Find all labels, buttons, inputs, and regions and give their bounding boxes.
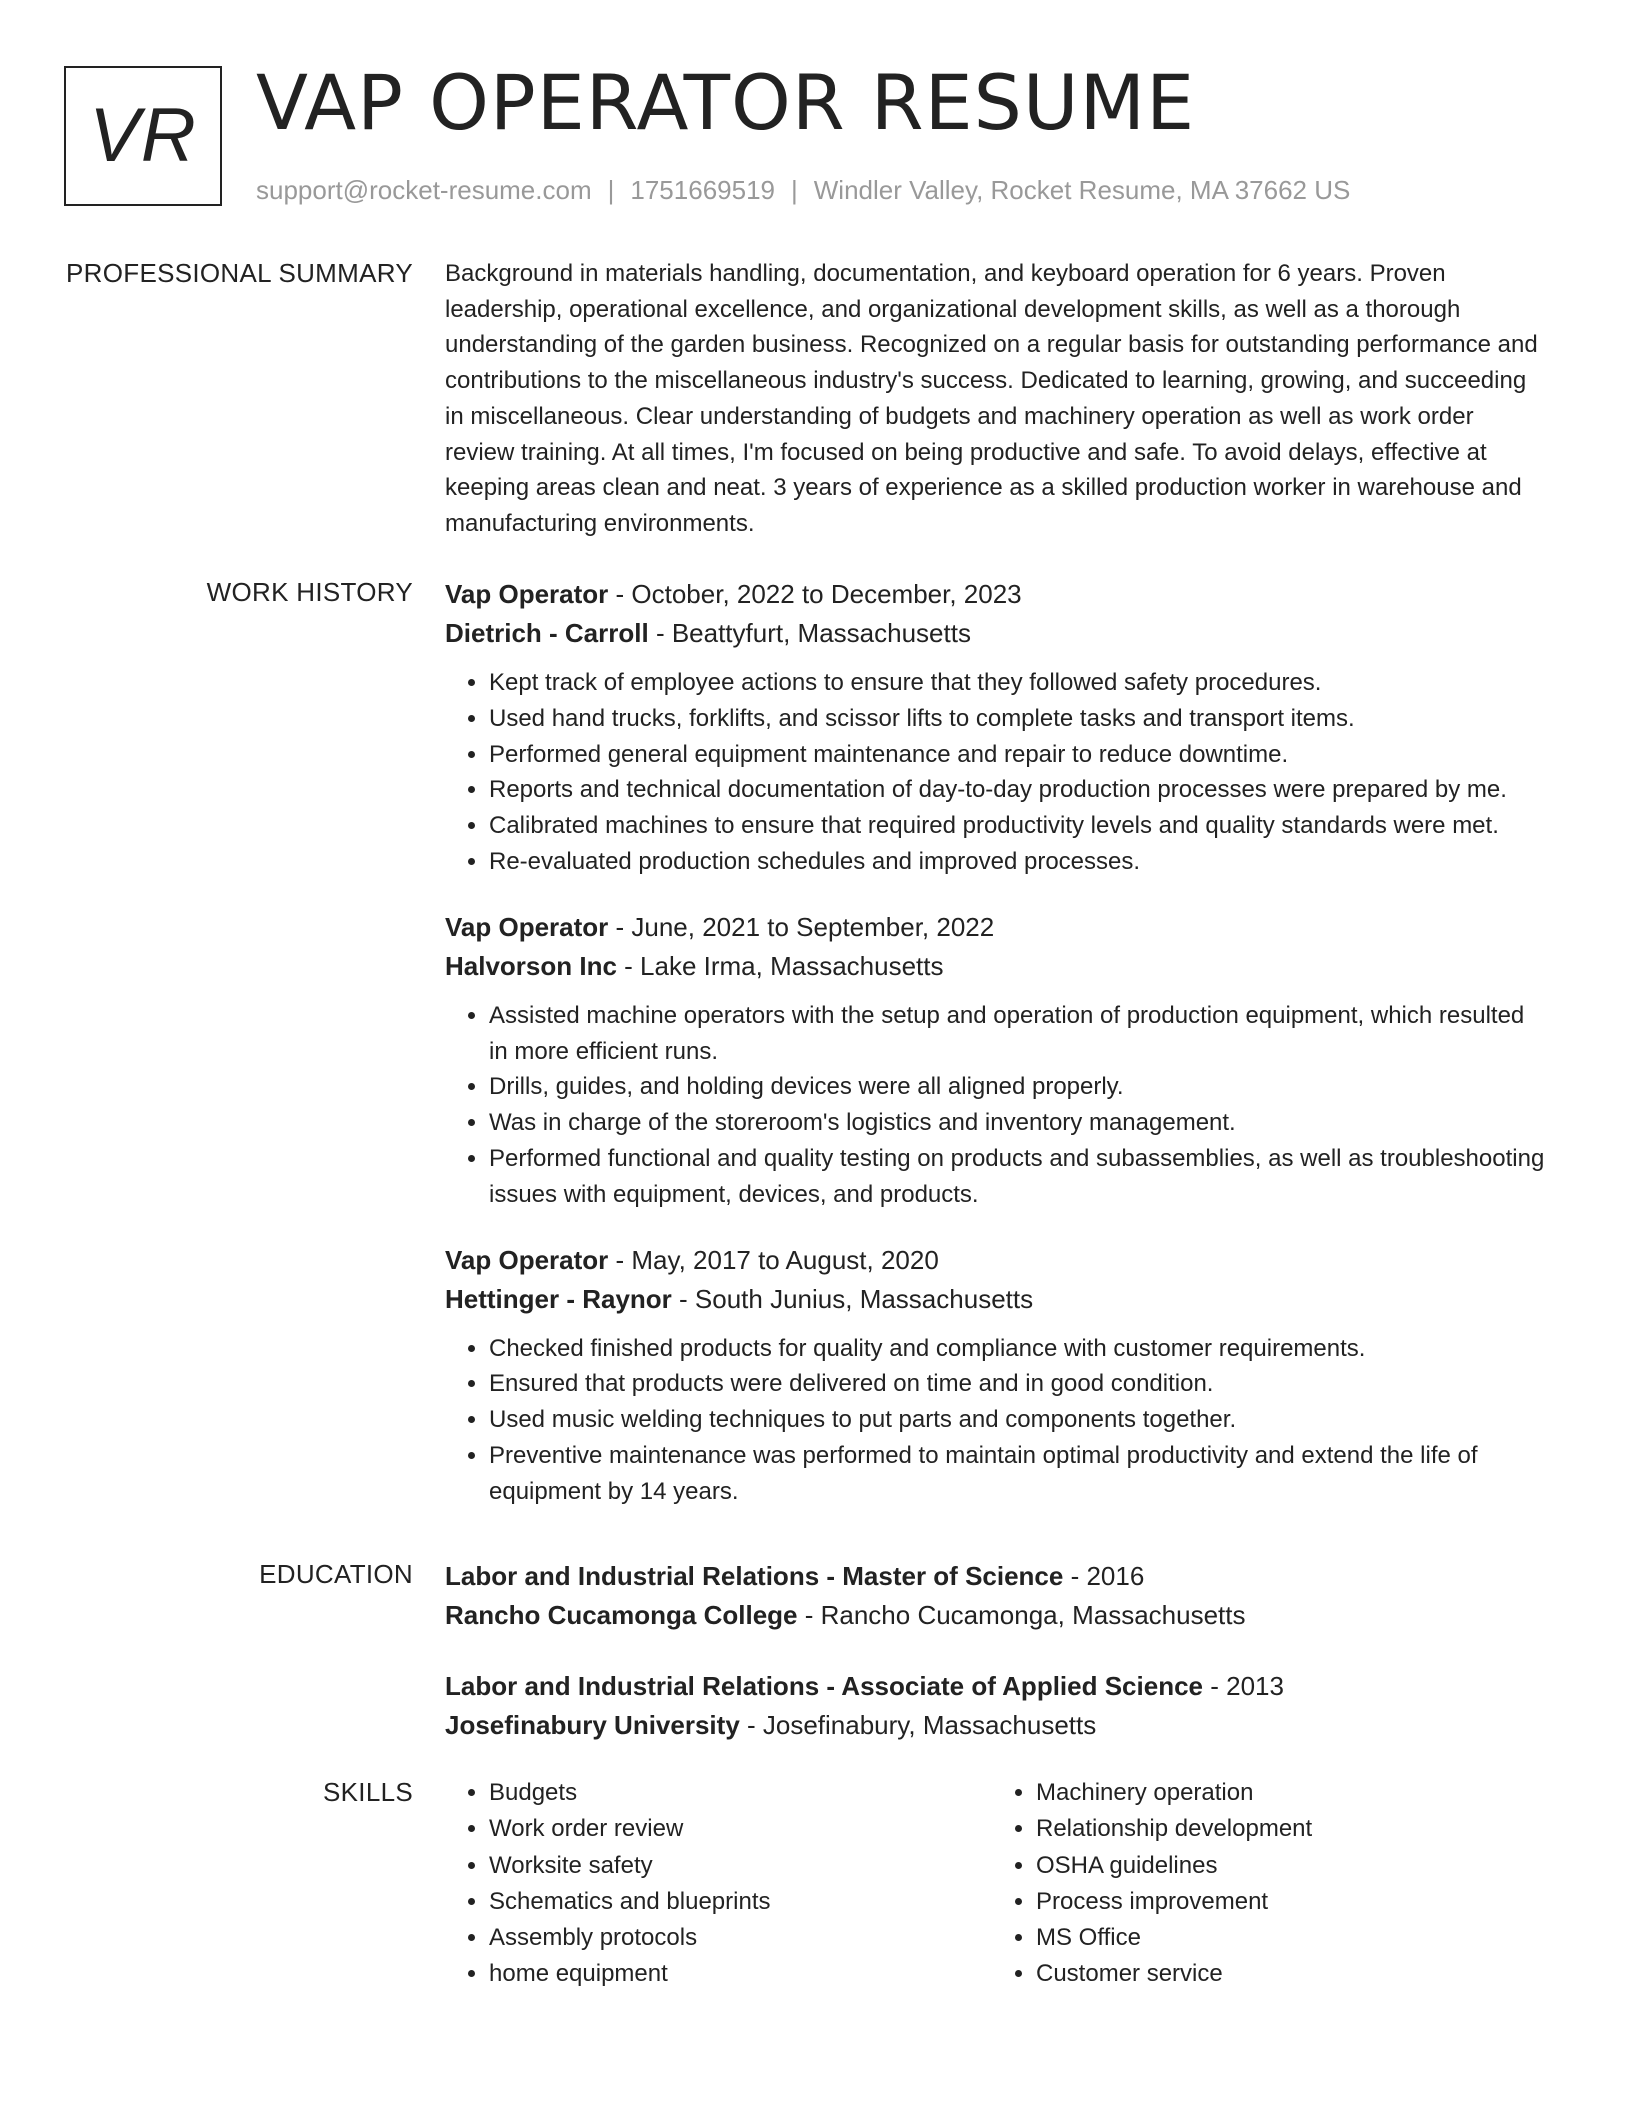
school: Rancho Cucamonga College — [445, 1600, 798, 1630]
job-company-line — [445, 947, 1545, 986]
school-location: - Rancho Cucamonga, Massachusetts — [797, 1600, 1246, 1630]
job-bullet: • Re-evaluated production schedules and improved processes. — [489, 844, 1545, 880]
job-company: Halvorson Inc — [445, 950, 617, 981]
skill-item: • Machinery operation — [1036, 1775, 1539, 1811]
job-bullet: • Performed functional and quality testing on products and subassemblies, as well as troubleshooting issues with equipment, devices, and products. — [489, 1141, 1545, 1213]
job-bullets — [445, 665, 1545, 880]
skill-item: • Assembly protocols — [489, 1920, 992, 1956]
degree-line — [445, 1557, 1545, 1596]
job-bullet: • Preventive maintenance was performed to maintain optimal productivity and extend the life of equipment by 14 years. — [489, 1438, 1545, 1510]
job-dates: - June, 2021 to September, 2022 — [608, 911, 995, 942]
contact-separator: | — [607, 175, 615, 205]
job-bullet: • Was in charge of the storeroom's logistics and inventory management. — [489, 1105, 1545, 1141]
contact-separator: | — [791, 175, 798, 205]
job-bullets — [445, 1331, 1545, 1510]
job-company: Hettinger - Raynor — [445, 1283, 672, 1314]
job-bullet: • Checked finished products for quality and compliance with customer requirements. — [489, 1331, 1545, 1367]
contact-email: support@rocket-resume.com — [256, 175, 592, 205]
contact-line — [256, 173, 1350, 207]
job-entry — [445, 575, 1545, 880]
job-title: Vap Operator — [445, 911, 609, 942]
job-bullet: • Reports and technical documentation of day-to-day production processes were prepared by me. — [489, 772, 1545, 808]
work-history-heading: WORK HISTORY — [206, 577, 413, 607]
school-line — [445, 1596, 1545, 1635]
skills-right-column — [992, 1775, 1539, 1993]
job-bullet: • Used music welding techniques to put parts and components together. — [489, 1402, 1545, 1438]
contact-address: Windler Valley, Rocket Resume, MA 37662 US — [813, 175, 1351, 205]
job-title-line — [445, 908, 1545, 947]
skill-item: • Relationship development — [1036, 1811, 1539, 1847]
job-bullets — [445, 998, 1545, 1213]
degree: Labor and Industrial Relations - Associate of Applied Science — [445, 1671, 1203, 1701]
job-entry — [445, 1241, 1545, 1510]
job-bullet: • Used hand trucks, forklifts, and scissor lifts to complete tasks and transport items. — [489, 701, 1545, 737]
job-bullet: • Performed general equipment maintenance and repair to reduce downtime. — [489, 737, 1545, 773]
education-entry — [445, 1667, 1545, 1745]
contact-phone: 1751669519 — [630, 175, 775, 205]
skill-item: • Worksite safety — [489, 1848, 992, 1884]
skill-item: • Customer service — [1036, 1956, 1539, 1992]
job-title-line — [445, 575, 1545, 614]
graduation-year: - 2013 — [1203, 1671, 1284, 1701]
job-dates: - October, 2022 to December, 2023 — [608, 579, 1022, 609]
skills-heading: SKILLS — [323, 1777, 413, 1807]
degree: Labor and Industrial Relations - Master of Science — [445, 1561, 1064, 1591]
skill-item: • MS Office — [1036, 1920, 1539, 1956]
job-company: Dietrich - Carroll — [445, 618, 649, 648]
job-company-line — [445, 614, 1545, 653]
job-title: Vap Operator — [445, 1244, 609, 1275]
job-company-line — [445, 1280, 1545, 1319]
monogram-initials: VR — [89, 93, 197, 178]
job-bullet: • Assisted machine operators with the setup and operation of production equipment, which resulted in more efficient runs. — [489, 998, 1545, 1070]
school-location: - Josefinabury, Massachusetts — [739, 1710, 1097, 1740]
skill-item: • Work order review — [489, 1811, 992, 1847]
education-heading: EDUCATION — [259, 1559, 413, 1589]
summary-text: Background in materials handling, documentation, and keyboard operation for 6 years. Proven leadership, operational excellence, and organizational development skills, as well as a thorough understanding of the garden business. Recognized on a regular basis for outstanding performance and contributions to the miscellaneous industry's success. Dedicated to learning, growing, and succeeding in miscellaneous. Clear understanding of budgets and machinery operation as well as work order review training. At all times, I'm focused on being productive and safe. To avoid delays, effective at keeping areas clean and neat. 3 years of experience as a skilled production worker in warehouse and manufacturing environments. — [445, 260, 1538, 537]
resume-title: VAP OPERATOR RESUME — [256, 58, 1196, 147]
job-location: - Lake Irma, Massachusetts — [616, 950, 944, 981]
monogram-box — [64, 66, 222, 206]
skill-item: • Budgets — [489, 1775, 992, 1811]
skills-columns — [445, 1775, 1545, 1993]
school-line — [445, 1706, 1545, 1745]
job-list — [445, 575, 1545, 1538]
job-location: - South Junius, Massachusetts — [671, 1283, 1034, 1314]
job-dates: - May, 2017 to August, 2020 — [608, 1244, 939, 1275]
job-bullet: • Kept track of employee actions to ensure that they followed safety procedures. — [489, 665, 1545, 701]
job-bullet: • Calibrated machines to ensure that required productivity levels and quality standards were met. — [489, 808, 1545, 844]
job-entry — [445, 908, 1545, 1213]
skill-item: • OSHA guidelines — [1036, 1848, 1539, 1884]
skill-item: • Schematics and blueprints — [489, 1884, 992, 1920]
job-title: Vap Operator — [445, 579, 609, 609]
job-title-line — [445, 1241, 1545, 1280]
skill-item: • Process improvement — [1036, 1884, 1539, 1920]
school: Josefinabury University — [445, 1710, 740, 1740]
graduation-year: - 2016 — [1063, 1561, 1145, 1591]
skill-item: • home equipment — [489, 1956, 992, 1992]
job-bullet: • Ensured that products were delivered on time and in good condition. — [489, 1366, 1545, 1402]
education-list — [445, 1557, 1545, 1777]
skills-left-column — [445, 1775, 992, 1993]
job-bullet: • Drills, guides, and holding devices were all aligned properly. — [489, 1069, 1545, 1105]
summary-heading: PROFESSIONAL SUMMARY — [66, 258, 413, 288]
education-entry — [445, 1557, 1545, 1635]
degree-line — [445, 1667, 1545, 1706]
job-location: - Beattyfurt, Massachusetts — [648, 618, 971, 648]
